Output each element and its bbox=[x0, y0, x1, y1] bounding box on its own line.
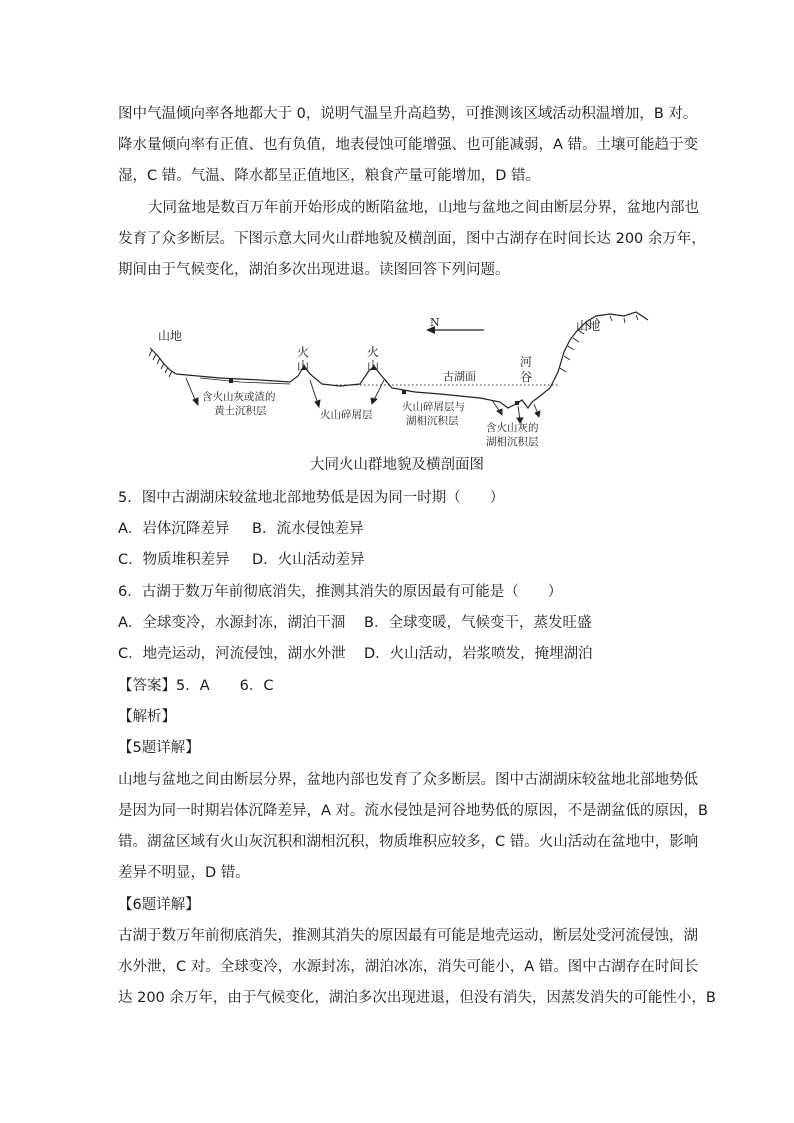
question-6-option-d: D．火山活动，岩浆喷发，掩埋湖泊 bbox=[364, 646, 593, 662]
question-5-option-b: B．流水侵蚀差异 bbox=[252, 521, 364, 537]
question-5-option-d: D．火山活动差异 bbox=[252, 552, 365, 568]
figure-caption: 大同火山群地貌及横剖面图 bbox=[310, 457, 484, 473]
paragraph-line: 期间由于气候变化，湖泊多次出现进退。读图回答下列问题。 bbox=[118, 262, 510, 278]
answer-q6: 6．C bbox=[239, 678, 274, 694]
label-layer4: 含火山灰的 bbox=[486, 422, 539, 434]
q5-detail-line: 差异不明显，D 错。 bbox=[118, 865, 250, 881]
label-valley: 谷 bbox=[520, 370, 533, 384]
q5-detail-line: 是因为同一时期岩体沉降差异，A 对。流水侵蚀是河谷地势低的原因，不是湖盆低的原因，B bbox=[118, 803, 708, 819]
left-mountain-hatch bbox=[149, 350, 172, 377]
question-6-option-b: B．全球变暖，气候变干，蒸发旺盛 bbox=[364, 615, 592, 631]
label-layer1: 黄土沉积层 bbox=[214, 405, 267, 417]
answer-label: 【答案】 bbox=[118, 678, 176, 694]
paragraph-line: 湿，C 错。气温、降水都呈正值地区，粮食产量可能增加，D 错。 bbox=[118, 168, 541, 184]
q5-detail-line: 山地与盆地之间由断层分界，盆地内部也发育了众多断层。图中古湖湖床较盆地北部地势低 bbox=[118, 772, 698, 788]
question-5-option-a: A．岩体沉降差异 bbox=[118, 521, 230, 537]
paragraph-line: 降水量倾向率有正值、也有负值，地表侵蚀可能增强、也可能减弱，A 错。土壤可能趋于变 bbox=[118, 137, 699, 153]
label-layer4: 湖相沉积层 bbox=[486, 436, 539, 448]
q6-detail-heading: 【6题详解】 bbox=[118, 897, 200, 913]
question-6-option-c: C．地壳运动，河流侵蚀，湖水外泄 bbox=[118, 646, 346, 662]
label-volcano1: 火 bbox=[297, 345, 310, 359]
answer-line bbox=[118, 676, 274, 696]
q5-detail-line: 错。湖盆区域有火山灰沉积和湖相沉积，物质堆积应较多，C 错。火山活动在盆地中，影响 bbox=[118, 834, 699, 850]
q6-detail-line: 古湖于数万年前彻底消失，推测其消失的原因最有可能是地壳运动，断层处受河流侵蚀，湖 bbox=[118, 928, 698, 944]
label-volcano2: 火 bbox=[367, 345, 380, 359]
paragraph-line: 大同盆地是数百万年前开始形成的断陷盆地，山地与盆地之间由断层分界，盆地内部也 bbox=[148, 200, 699, 216]
analysis-label: 【解析】 bbox=[118, 709, 176, 725]
deposit-marker bbox=[229, 379, 233, 383]
label-volcano1: 山 bbox=[297, 359, 310, 373]
question-6-stem: 6．古湖于数万年前彻底消失，推测其消失的原因最有可能是（ ） bbox=[118, 584, 563, 600]
answer-q5: 5．A bbox=[176, 678, 210, 694]
label-valley: 河 bbox=[520, 355, 533, 369]
label-layer3: 火山碎屑层与 bbox=[402, 401, 465, 413]
left-mountain-slope bbox=[150, 348, 176, 374]
label-mountain-right: 山地 bbox=[576, 319, 601, 333]
cross-section-figure bbox=[140, 308, 660, 458]
label-north: N bbox=[430, 316, 440, 329]
paragraph-line: 图中气温倾向率各地都大于 0，说明气温呈升高趋势，可推测该区域活动积温增加，B 对。 bbox=[118, 106, 698, 122]
label-layer1: 含火山灰或渣的 bbox=[202, 391, 276, 403]
question-5-option-c: C．物质堆积差异 bbox=[118, 552, 230, 568]
label-volcano2: 山 bbox=[367, 359, 380, 373]
deposit-marker bbox=[402, 390, 406, 394]
question-5-stem: 5．图中古湖湖床较盆地北部地势低是因为同一时期（ ） bbox=[118, 490, 505, 506]
label-mountain-left: 山地 bbox=[158, 329, 183, 343]
label-lake-surface: 古湖面 bbox=[443, 370, 476, 383]
label-layer2: 火山碎屑层 bbox=[320, 409, 373, 421]
paragraph-line: 发育了众多断层。下图示意大同火山群地貌及横剖面，图中古湖存在时间长达 200 余万年， bbox=[118, 231, 706, 247]
question-6-option-a: A．全球变冷，水源封冻，湖泊干涸 bbox=[118, 615, 346, 631]
q6-detail-line: 水外泄，C 对。全球变冷，水源封冻，湖泊冰冻，消失可能小，A 错。图中古湖存在时间长 bbox=[118, 959, 699, 975]
label-layer3: 湖相沉积层 bbox=[406, 415, 459, 427]
q5-detail-heading: 【5题详解】 bbox=[118, 740, 200, 756]
q6-detail-line: 达 200 余万年，由于气候变化，湖泊多次出现进退，但没有消失，因蒸发消失的可能性小，B bbox=[118, 990, 716, 1006]
deposit-marker bbox=[515, 401, 519, 405]
